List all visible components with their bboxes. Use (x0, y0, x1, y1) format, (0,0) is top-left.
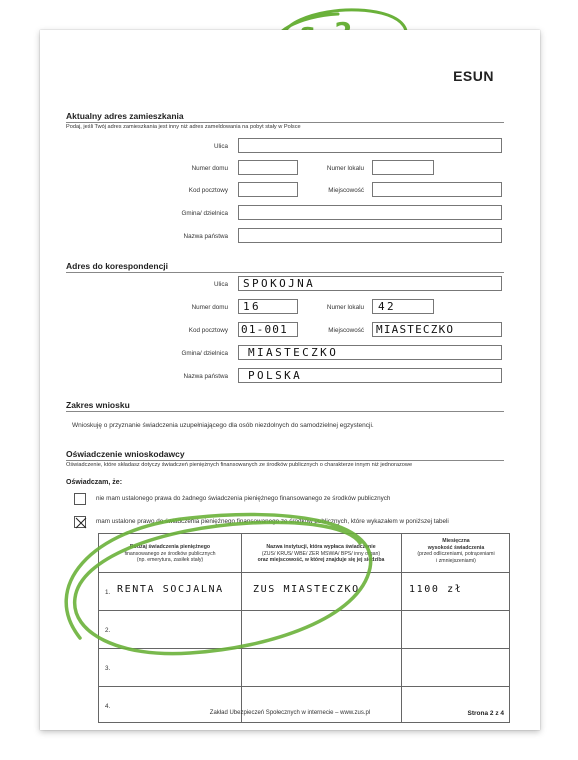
residence-flat-field[interactable] (372, 160, 434, 175)
option1-text: nie mam ustalonego prawa do żadnego świadczenia pieniężnego finansowanego ze środków publicznych (96, 495, 391, 502)
table-header-amount (401, 538, 511, 564)
residence-town-label: Miejscowość (328, 187, 364, 194)
footer-website: Zakład Ubezpieczeń Społecznych w internecie – www.zus.pl (209, 710, 371, 716)
corr-commune-value: MIASTECZKO (248, 346, 339, 359)
residence-flat-label: Numer lokalu (326, 165, 364, 172)
corr-street-value: SPOKOJNA (243, 277, 316, 290)
row-amount[interactable]: 1100 zł (409, 584, 463, 595)
table-row-divider (99, 572, 509, 573)
section-divider (66, 122, 504, 123)
row-institution[interactable]: ZUS MIASTECZKO (253, 584, 360, 595)
correspondence-section-title: Adres do korespondencji (66, 261, 169, 271)
corr-commune-label: Gmina/ dzielnica (181, 350, 228, 357)
header-line: finansowanego ze środków publicznych (124, 550, 216, 557)
residence-street-field[interactable] (238, 138, 502, 153)
corr-flat-label: Numer lokalu (326, 304, 364, 311)
corr-town-label: Miejscowość (328, 327, 364, 334)
residence-commune-field[interactable] (238, 205, 502, 220)
header-line: Nazwa instytucji, która wypłaca świadczenie (266, 544, 376, 550)
corr-street-label: Ulica (214, 281, 228, 288)
table-row-divider (99, 610, 509, 611)
header-line: Miesięczna (442, 538, 470, 544)
corr-country-label: Nazwa państwa (183, 373, 228, 380)
residence-country-label: Nazwa państwa (183, 233, 228, 240)
residence-commune-label: Gmina/ dzielnica (181, 210, 228, 217)
corr-town-value: MIASTECZKO (376, 323, 455, 336)
declaration-note: Oświadczenie, które składasz dotyczy świadczeń pieniężnych finansowanych ze środków publicznych o charakterze innym niż jednorazowe (66, 462, 413, 468)
table-header-type (99, 544, 241, 564)
scope-section-title: Zakres wniosku (66, 400, 130, 410)
table-row-divider (99, 686, 509, 687)
section-divider (66, 272, 504, 273)
footer-page-number: Strona 2 z 4 (467, 710, 504, 717)
scope-text: Wnioskuję o przyznanie świadczenia uzupełniającego dla osób niezdolnych do samodzielnej egzystencji. (72, 422, 374, 429)
header-line: (przed odliczeniami, potrąceniami (417, 551, 495, 558)
header-line: Rodzaj świadczenia pieniężnego (129, 544, 211, 550)
option2-text: mam ustalone prawo do świadczenia pieniężnego finansowanego ze środków publicznych, które wykazałem w poniższej tabeli (96, 518, 449, 525)
row-number: 3. (105, 665, 111, 672)
row-number: 2. (105, 627, 111, 634)
row-number: 4. (105, 703, 111, 710)
header-line: (np. emerytura, zasiłek stały) (136, 557, 204, 564)
residence-postcode-field[interactable] (238, 182, 298, 197)
residence-house-label: Numer domu (191, 165, 228, 172)
row-benefit-type[interactable]: RENTA SOCJALNA (117, 584, 224, 595)
header-line: wysokość świadczenia (427, 544, 485, 551)
row-number: 1. (105, 589, 111, 596)
form-page (40, 30, 540, 730)
residence-street-label: Ulica (214, 143, 228, 150)
table-row-divider (99, 648, 509, 649)
declaration-lead: Oświadczam, że: (66, 479, 123, 486)
residence-town-field[interactable] (372, 182, 502, 197)
corr-flat-value: 42 (378, 300, 397, 313)
corr-house-label: Numer domu (191, 304, 228, 311)
declaration-section-title: Oświadczenie wnioskodawcy (66, 449, 185, 459)
corr-postcode-value: 01-001 (241, 323, 288, 336)
header-line: (ZUS/ KRUS/ WBE/ ZER MSWiA/ BPS/ inny organ) (261, 550, 381, 557)
form-code: ESUN (453, 68, 494, 84)
residence-house-field[interactable] (238, 160, 298, 175)
benefits-table (98, 533, 510, 723)
option1-checkbox[interactable] (74, 493, 86, 505)
table-header-institution (241, 544, 401, 564)
header-line: i zmniejszeniami) (436, 557, 476, 564)
corr-country-value: POLSKA (248, 369, 303, 382)
residence-postcode-label: Kod pocztowy (188, 187, 228, 194)
option2-checkbox[interactable] (74, 516, 86, 528)
residence-note: Podaj, jeśli Twój adres zamieszkania jest inny niż adres zameldowania na pobyt stały w Polsce (66, 124, 301, 130)
checkmark-x-icon (75, 517, 87, 529)
residence-section-title: Aktualny adres zamieszkania (66, 111, 184, 121)
corr-house-value: 16 (243, 300, 262, 313)
residence-country-field[interactable] (238, 228, 502, 243)
corr-postcode-label: Kod pocztowy (188, 327, 228, 334)
header-line: oraz miejscowość, w której znajduje się jej siedziba (257, 557, 385, 564)
section-divider (66, 460, 504, 461)
section-divider (66, 411, 504, 412)
